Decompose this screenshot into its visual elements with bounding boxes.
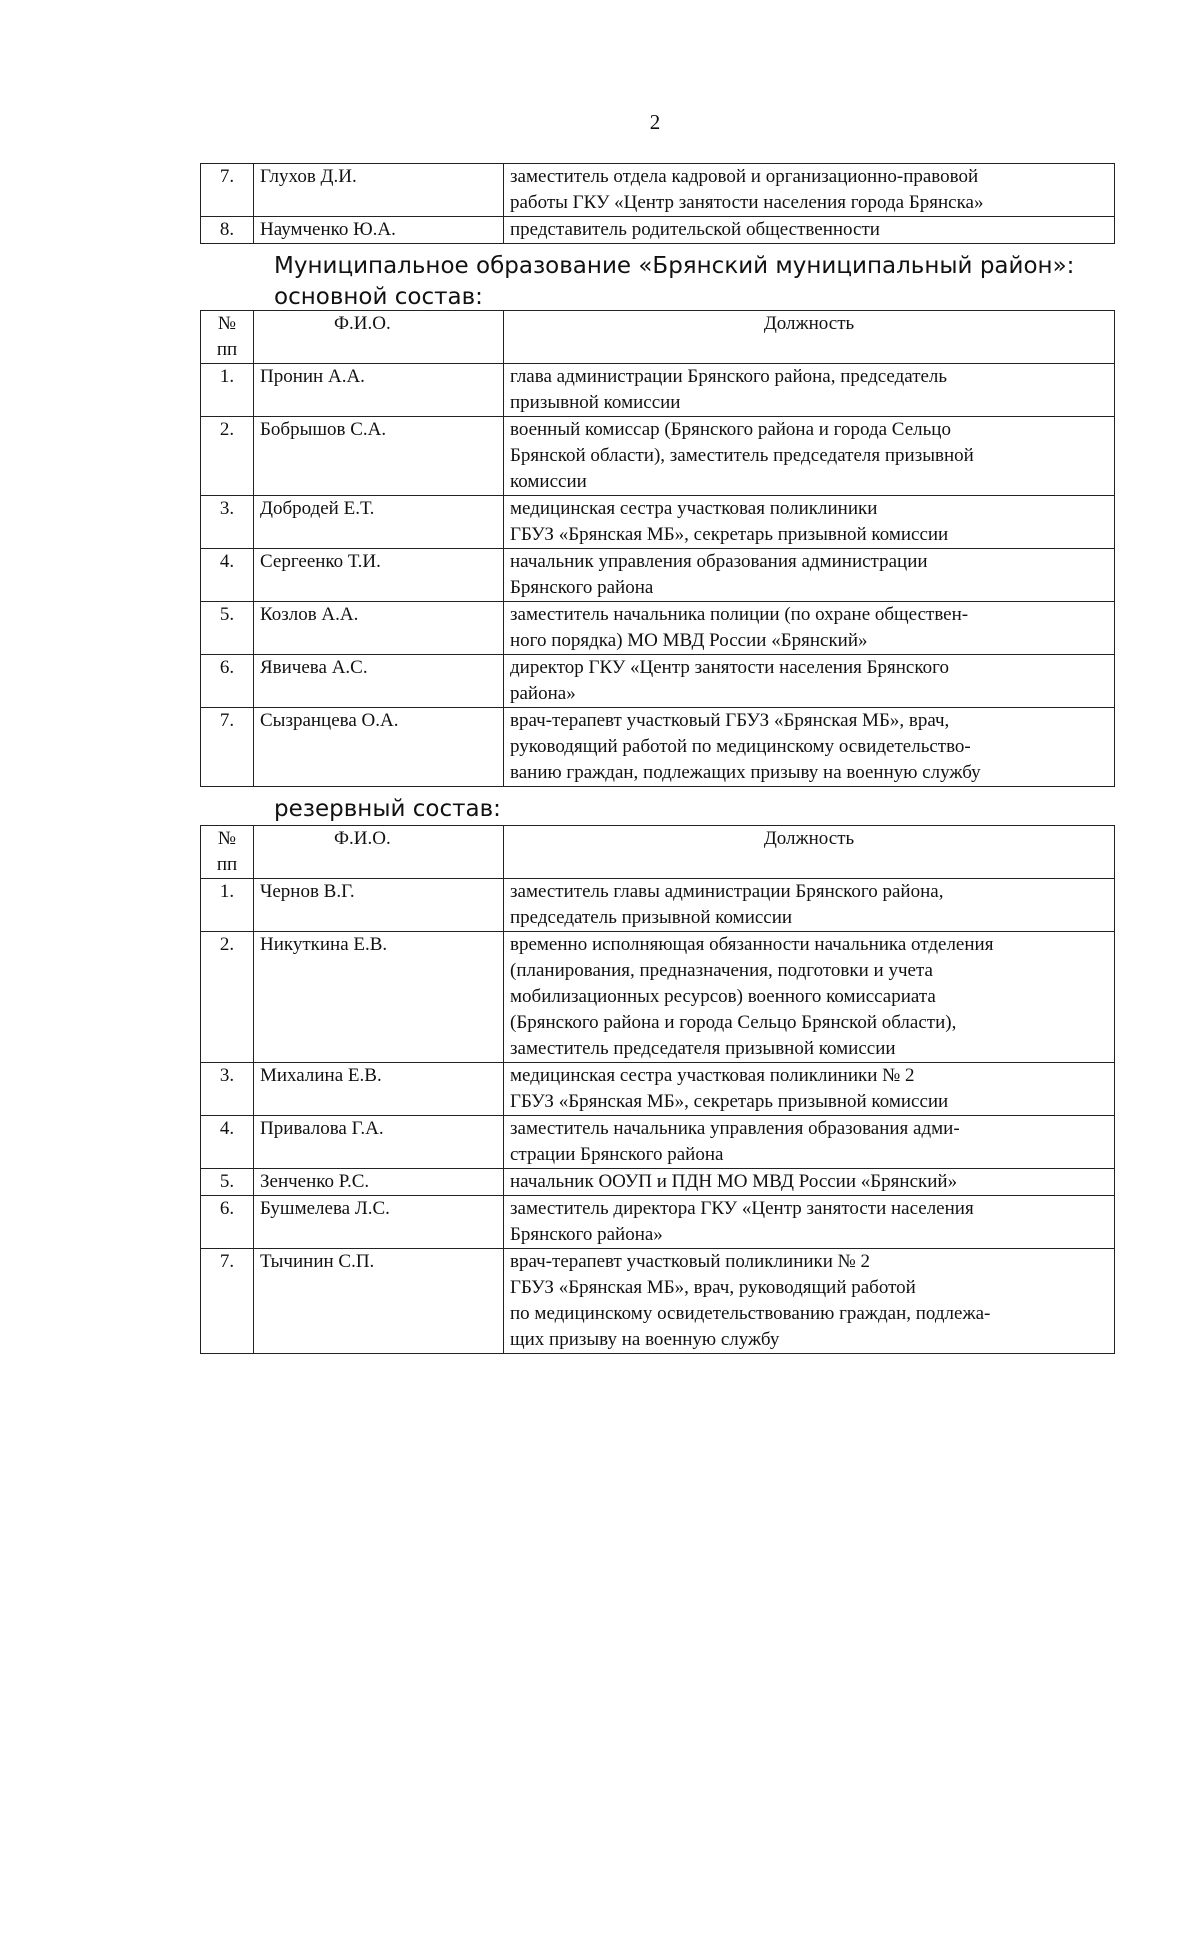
position-line: военный комиссар (Брянского района и города Сельцо bbox=[510, 419, 951, 440]
row-number: 7. bbox=[201, 708, 254, 787]
row-number: 2. bbox=[201, 932, 254, 1063]
page-number: 2 bbox=[649, 110, 661, 134]
column-header-number bbox=[201, 311, 254, 364]
main-composition-heading: основной состав: bbox=[274, 284, 483, 310]
person-position bbox=[504, 1249, 1115, 1354]
row-number: 1. bbox=[201, 879, 254, 932]
position-line: начальник ООУП и ПДН МО МВД России «Брянский» bbox=[510, 1171, 958, 1192]
municipality-heading: Муниципальное образование «Брянский муниципальный район»: bbox=[274, 253, 1075, 279]
column-header-name: Ф.И.О. bbox=[254, 826, 504, 879]
position-line: по медицинскому освидетельствованию граждан, подлежа- bbox=[510, 1303, 991, 1324]
row-number: 5. bbox=[201, 602, 254, 655]
person-name: Сызранцева О.А. bbox=[254, 708, 504, 787]
position-line: комиссии bbox=[510, 471, 587, 492]
person-position bbox=[504, 708, 1115, 787]
position-line: медицинская сестра участковая поликлиники bbox=[510, 498, 878, 519]
table-row bbox=[201, 1249, 1115, 1354]
column-header-name: Ф.И.О. bbox=[254, 311, 504, 364]
position-line: района» bbox=[510, 683, 576, 704]
position-line: медицинская сестра участковая поликлиники № 2 bbox=[510, 1065, 915, 1086]
position-line: работы ГКУ «Центр занятости населения города Брянска» bbox=[510, 192, 984, 213]
table-row bbox=[201, 417, 1115, 496]
person-position bbox=[504, 549, 1115, 602]
column-header-position: Должность bbox=[504, 826, 1115, 879]
table-row bbox=[201, 1063, 1115, 1116]
main-composition-table bbox=[200, 310, 1115, 787]
table-row bbox=[201, 364, 1115, 417]
person-position bbox=[504, 932, 1115, 1063]
position-line: Брянской области), заместитель председателя призывной bbox=[510, 445, 974, 466]
position-line: ГБУЗ «Брянская МБ», врач, руководящий работой bbox=[510, 1277, 916, 1298]
column-header-number-line1: № bbox=[217, 828, 237, 849]
table-row bbox=[201, 217, 1115, 244]
person-name: Чернов В.Г. bbox=[254, 879, 504, 932]
row-number: 5. bbox=[201, 1169, 254, 1196]
row-number: 4. bbox=[201, 549, 254, 602]
table-row bbox=[201, 1196, 1115, 1249]
position-line: мобилизационных ресурсов) военного комиссариата bbox=[510, 986, 936, 1007]
row-number: 7. bbox=[201, 1249, 254, 1354]
person-position bbox=[504, 164, 1115, 217]
person-position bbox=[504, 602, 1115, 655]
position-line: ГБУЗ «Брянская МБ», секретарь призывной комиссии bbox=[510, 524, 949, 545]
position-line: врач-терапевт участковый поликлиники № 2 bbox=[510, 1251, 871, 1272]
position-line: представитель родительской общественности bbox=[510, 219, 880, 240]
person-name: Добродей Е.Т. bbox=[254, 496, 504, 549]
row-number: 7. bbox=[201, 164, 254, 217]
person-position bbox=[504, 1169, 1115, 1196]
table-row bbox=[201, 496, 1115, 549]
column-header-number-line2: пп bbox=[216, 339, 238, 360]
row-number: 3. bbox=[201, 1063, 254, 1116]
position-line: начальник управления образования администрации bbox=[510, 551, 928, 572]
table-header-row bbox=[201, 826, 1115, 879]
row-number: 2. bbox=[201, 417, 254, 496]
position-line: заместитель председателя призывной комиссии bbox=[510, 1038, 896, 1059]
position-line: щих призыву на военную службу bbox=[510, 1329, 780, 1350]
table-row bbox=[201, 708, 1115, 787]
position-line: ГБУЗ «Брянская МБ», секретарь призывной комиссии bbox=[510, 1091, 949, 1112]
person-name: Тычинин С.П. bbox=[254, 1249, 504, 1354]
column-header-number bbox=[201, 826, 254, 879]
position-line: руководящий работой по медицинскому освидетельство- bbox=[510, 736, 971, 757]
person-position bbox=[504, 1116, 1115, 1169]
row-number: 6. bbox=[201, 1196, 254, 1249]
person-name: Привалова Г.А. bbox=[254, 1116, 504, 1169]
position-line: заместитель отдела кадровой и организационно-правовой bbox=[510, 166, 979, 187]
position-line: страции Брянского района bbox=[510, 1144, 724, 1165]
row-number: 6. bbox=[201, 655, 254, 708]
column-header-position: Должность bbox=[504, 311, 1115, 364]
position-line: заместитель начальника полиции (по охране обществен- bbox=[510, 604, 969, 625]
row-number: 8. bbox=[201, 217, 254, 244]
position-line: заместитель директора ГКУ «Центр занятости населения bbox=[510, 1198, 974, 1219]
person-position bbox=[504, 1063, 1115, 1116]
person-name: Пронин А.А. bbox=[254, 364, 504, 417]
person-name: Зенченко Р.С. bbox=[254, 1169, 504, 1196]
person-name: Явичева А.С. bbox=[254, 655, 504, 708]
column-header-number-line2: пп bbox=[216, 854, 238, 875]
row-number: 1. bbox=[201, 364, 254, 417]
position-line: глава администрации Брянского района, председатель bbox=[510, 366, 948, 387]
person-name: Бобрышов С.А. bbox=[254, 417, 504, 496]
row-number: 4. bbox=[201, 1116, 254, 1169]
position-line: призывной комиссии bbox=[510, 392, 681, 413]
person-name: Козлов А.А. bbox=[254, 602, 504, 655]
reserve-composition-heading: резервный состав: bbox=[274, 796, 501, 822]
position-line: директор ГКУ «Центр занятости населения Брянского bbox=[510, 657, 949, 678]
person-name: Бушмелева Л.С. bbox=[254, 1196, 504, 1249]
continuation-table bbox=[200, 163, 1115, 244]
person-name: Михалина Е.В. bbox=[254, 1063, 504, 1116]
position-line: председатель призывной комиссии bbox=[510, 907, 793, 928]
table-row bbox=[201, 655, 1115, 708]
person-position bbox=[504, 496, 1115, 549]
reserve-composition-table bbox=[200, 825, 1115, 1354]
person-position bbox=[504, 655, 1115, 708]
person-name: Наумченко Ю.А. bbox=[254, 217, 504, 244]
table-row bbox=[201, 932, 1115, 1063]
person-position bbox=[504, 364, 1115, 417]
table-row bbox=[201, 549, 1115, 602]
position-line: ванию граждан, подлежащих призыву на военную службу bbox=[510, 762, 981, 783]
table-row bbox=[201, 1116, 1115, 1169]
table-row bbox=[201, 164, 1115, 217]
table-row bbox=[201, 1169, 1115, 1196]
position-line: Брянского района» bbox=[510, 1224, 663, 1245]
person-position bbox=[504, 1196, 1115, 1249]
person-position bbox=[504, 217, 1115, 244]
person-position bbox=[504, 879, 1115, 932]
position-line: Брянского района bbox=[510, 577, 654, 598]
table-row bbox=[201, 602, 1115, 655]
position-line: ного порядка) МО МВД России «Брянский» bbox=[510, 630, 868, 651]
position-line: врач-терапевт участковый ГБУЗ «Брянская МБ», врач, bbox=[510, 710, 950, 731]
row-number: 3. bbox=[201, 496, 254, 549]
table-header-row bbox=[201, 311, 1115, 364]
person-position bbox=[504, 417, 1115, 496]
position-line: заместитель начальника управления образования адми- bbox=[510, 1118, 960, 1139]
table-row bbox=[201, 879, 1115, 932]
position-line: (Брянского района и города Сельцо Брянской области), bbox=[510, 1012, 957, 1033]
person-name: Сергеенко Т.И. bbox=[254, 549, 504, 602]
position-line: (планирования, предназначения, подготовки и учета bbox=[510, 960, 933, 981]
position-line: заместитель главы администрации Брянского района, bbox=[510, 881, 944, 902]
column-header-number-line1: № bbox=[217, 313, 237, 334]
person-name: Глухов Д.И. bbox=[254, 164, 504, 217]
person-name: Никуткина Е.В. bbox=[254, 932, 504, 1063]
position-line: временно исполняющая обязанности начальника отделения bbox=[510, 934, 994, 955]
